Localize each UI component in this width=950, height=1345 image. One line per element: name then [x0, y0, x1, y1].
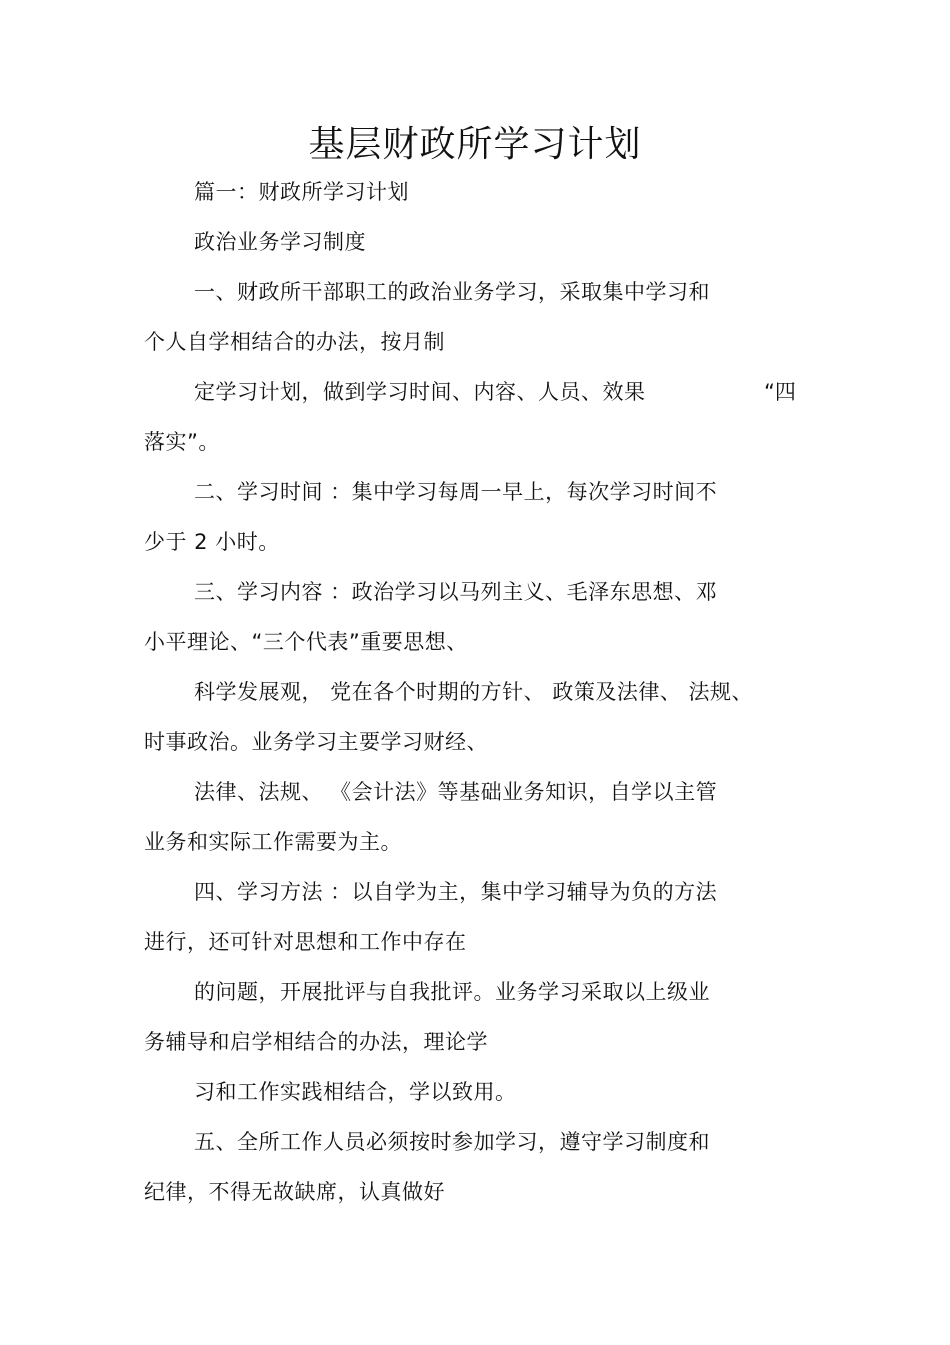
paragraph-line: 务辅导和启学相结合的办法，理论学	[144, 1030, 488, 1054]
paragraph-line: 一、财政所干部职工的政治业务学习，采取集中学习和	[194, 280, 710, 304]
paragraph-line: 少于 2 小时。	[144, 530, 280, 554]
paragraph-line: 进行，还可针对思想和工作中存在	[144, 930, 467, 954]
paragraph-line: 业务和实际工作需要为主。	[144, 830, 402, 854]
paragraph-line: 法律、法规、 《会计法》等基础业务知识，自学以主管	[194, 780, 718, 804]
paragraph-line: 小平理论、“三个代表”重要思想、	[144, 630, 468, 654]
paragraph-line: 四、学习方法 ：以自学为主，集中学习辅导为负的方法	[194, 880, 718, 904]
paragraph-line: 二、学习时间 ：集中学习每周一早上，每次学习时间不	[194, 480, 718, 504]
paragraph-line: 三、学习内容 ：政治学习以马列主义、毛泽东思想、邓	[194, 580, 718, 604]
paragraph-line: 时事政治。业务学习主要学习财经、	[144, 730, 488, 754]
paragraph-line: 的问题，开展批评与自我批评。业务学习采取以上级业	[194, 980, 710, 1004]
document-title: 基层财政所学习计划	[308, 124, 642, 165]
paragraph-line: 纪律，不得无故缺席，认真做好	[144, 1180, 445, 1204]
paragraph-line: 落实”。	[144, 430, 220, 454]
paragraph-line: 科学发展观， 党在各个时期的方针、 政策及法律、 法规、	[194, 680, 754, 704]
paragraph-line: 习和工作实践相结合，学以致用。	[194, 1080, 517, 1104]
paragraph-line: “四	[764, 380, 796, 404]
paragraph-line: 定学习计划，做到学习时间、内容、人员、效果	[194, 380, 646, 404]
paragraph-line: 个人自学相结合的办法，按月制	[144, 330, 445, 354]
section-heading: 篇一：财政所学习计划	[194, 180, 409, 204]
paragraph-line: 五、全所工作人员必须按时参加学习，遵守学习制度和	[194, 1130, 710, 1154]
subheading: 政治业务学习制度	[194, 230, 366, 254]
